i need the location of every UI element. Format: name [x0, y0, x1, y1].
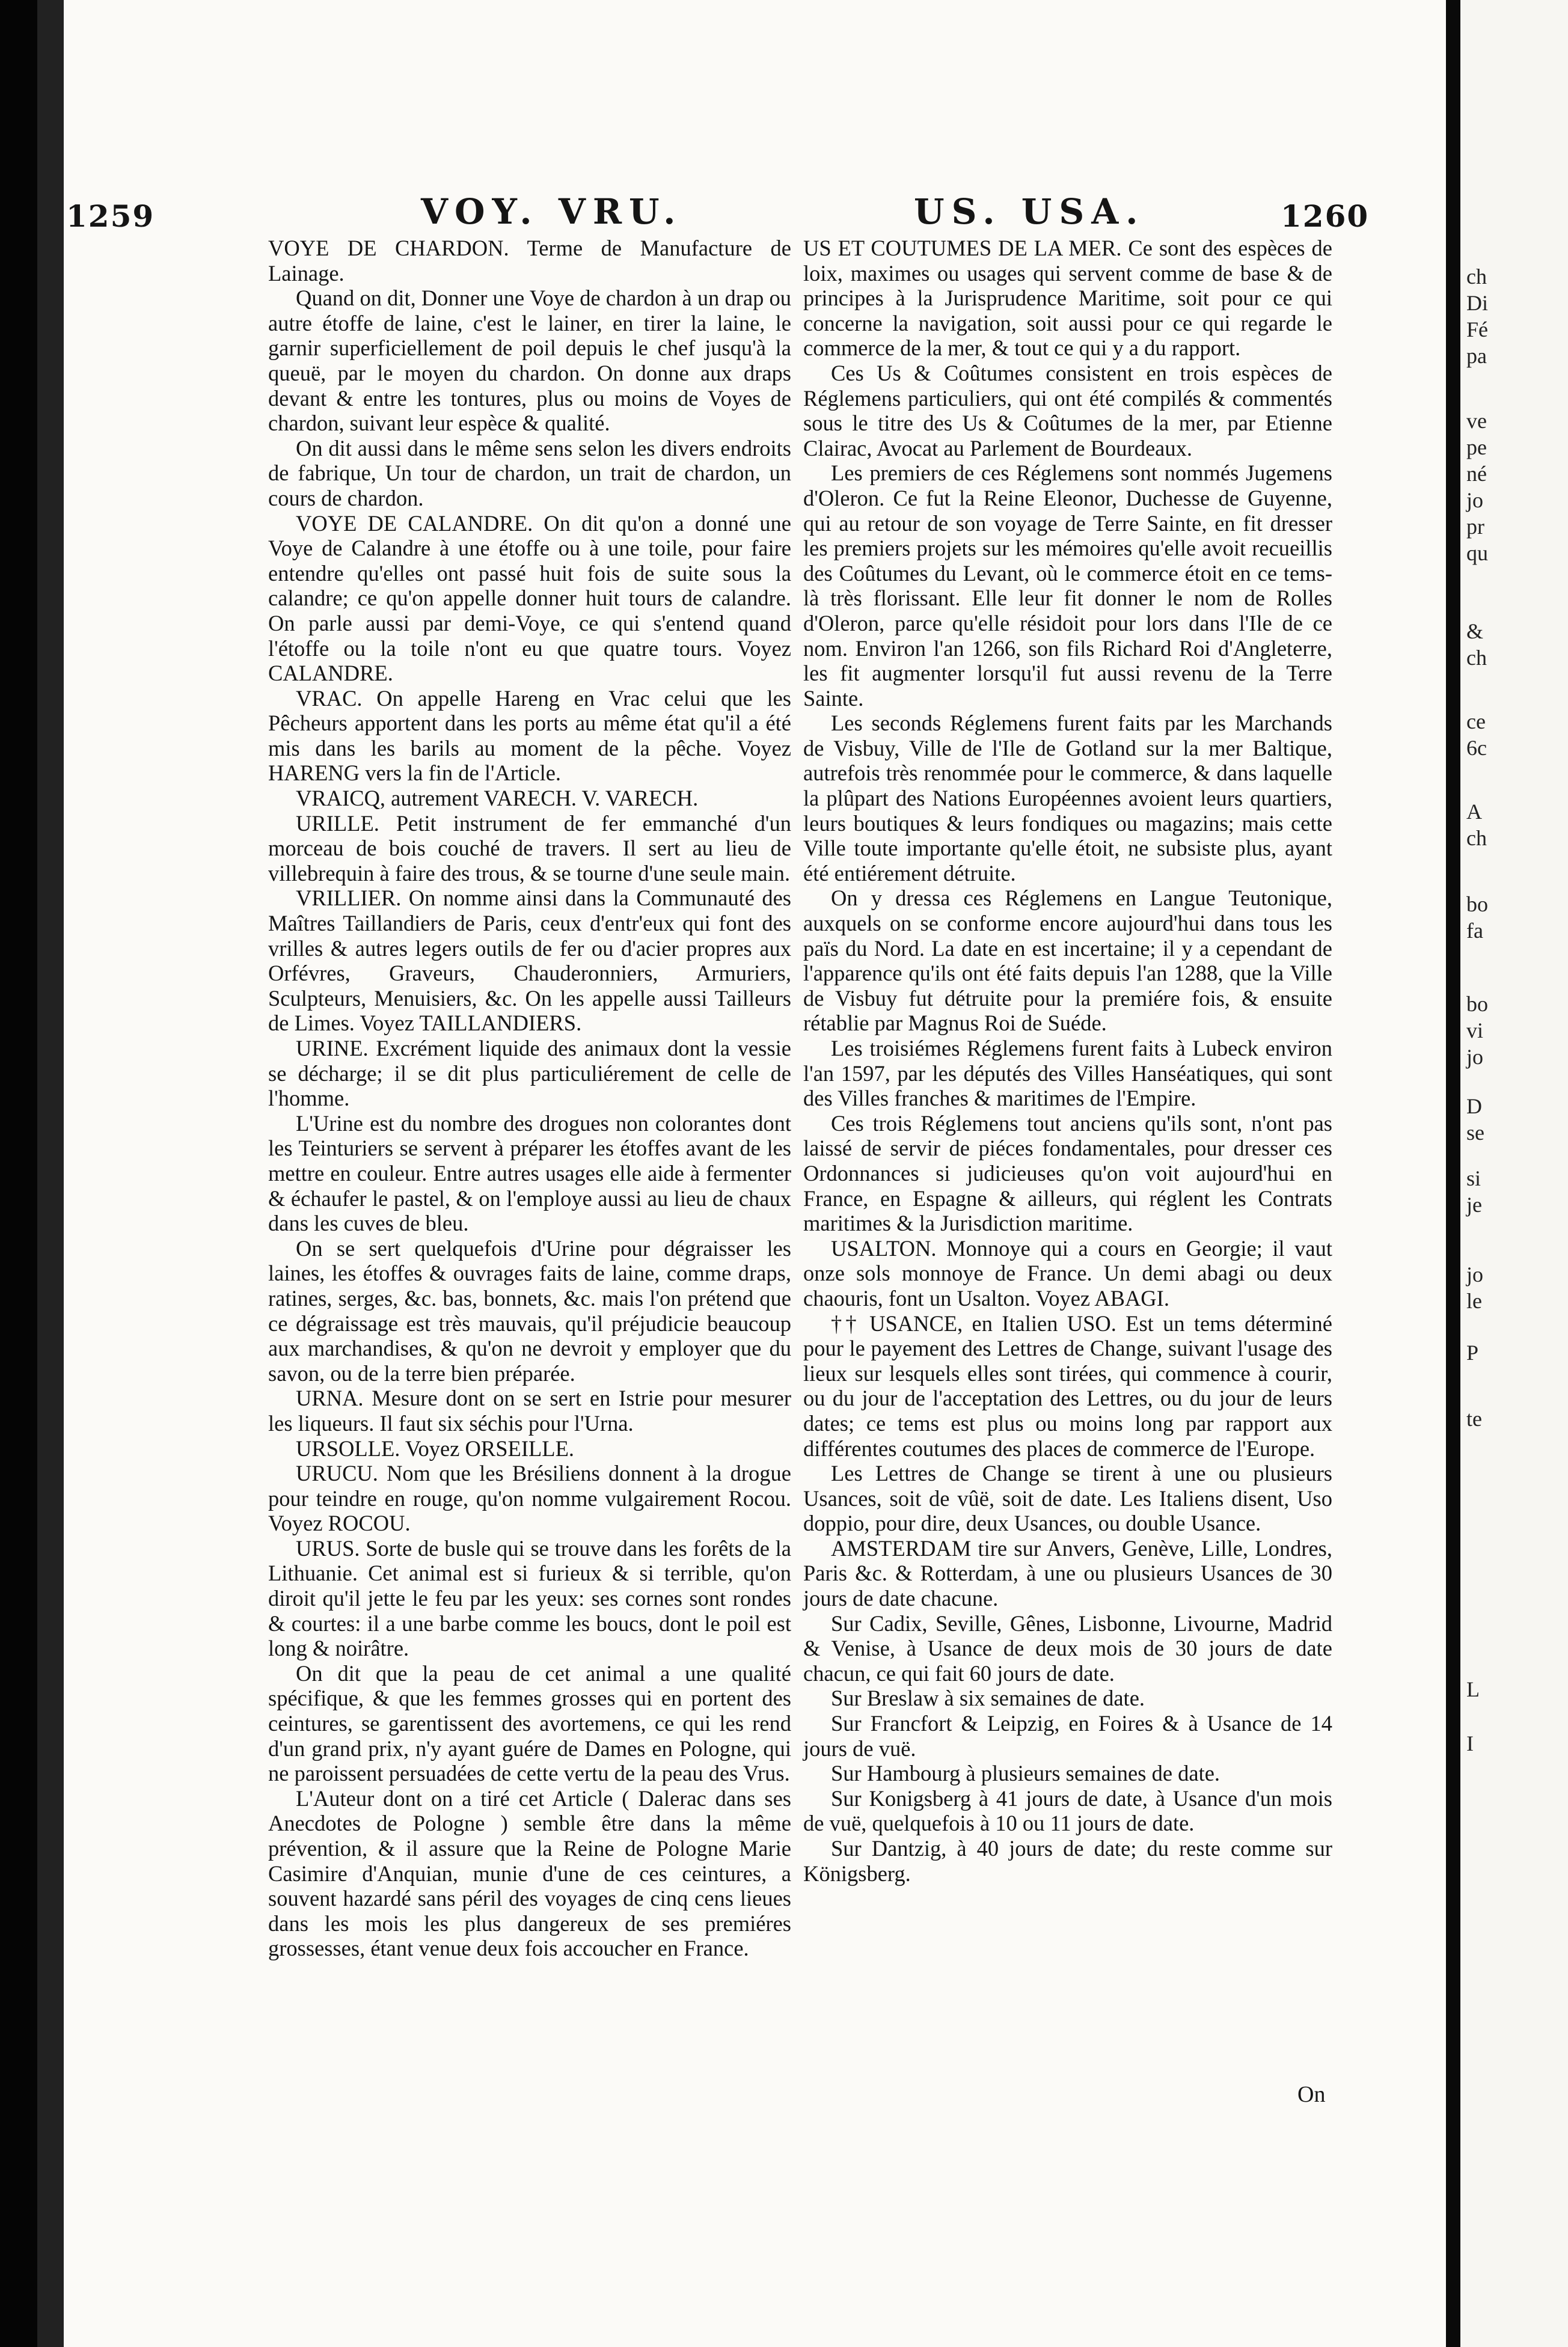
paragraph: Les troisiémes Réglemens furent faits à Lubeck environ l'an 1597, par les députés des Villes Hanséatiques, qui sont des Villes franches & maritimes de l'Empire. — [803, 1036, 1332, 1111]
paragraph: Quand on dit, Donner une Voye de chardon à un drap ou autre étoffe de laine, c'est le lainer, en tirer la laine, le garnir superficiellement de poil depuis le chef jusqu'à la queuë, par le moyen du chardon. On donne aux draps devant & entre les tontures, plus ou moins de Voyes de chardon, suivant leur espèce & qualité. — [268, 286, 791, 436]
paragraph: Les Lettres de Change se tirent à une ou plusieurs Usances, soit de vûë, soit de date. Les Italiens disent, Uso doppio, pour dire, deux Usances, ou double Usance. — [803, 1461, 1332, 1536]
left-text-column — [268, 236, 791, 1961]
fragment-line: pa — [1466, 344, 1487, 368]
fragment-line: P — [1466, 1341, 1479, 1365]
entry-ursolle: URSOLLE. Voyez ORSEILLE. — [296, 1436, 574, 1461]
fragment-line: se — [1466, 1121, 1484, 1145]
paragraph: Sur Konigsberg à 41 jours de date, à Usance d'un mois de vuë, quelquefois à 10 ou 11 jours de date. — [803, 1785, 1332, 1836]
entry-urus: URUS. Sorte de busle qui se trouve dans les forêts de la Lithuanie. Cet animal est si furieux & si terrible, qu'on diroit qu'il jette le feu par les yeux: ses cornes sont rondes & courtes: il a une barbe comme les boucs, dont le poil est long & noirâtre. — [268, 1535, 791, 1661]
scan-border-shadow — [37, 0, 64, 2347]
paragraph: On dit que la peau de cet animal a une qualité spécifique, & que les femmes grosses qui en portent des ceintures, se garentissent des avortemens, ce qui les rend d'un grand prix, n'y ayant guére de Dames en Pologne, qui ne paroissent persuadées de cette vertu de la peau des Vrus. — [268, 1660, 791, 1786]
fragment-line: & — [1466, 619, 1484, 643]
right-running-head: US. USA. — [914, 191, 1145, 232]
left-page-number: 1259 — [66, 198, 155, 234]
fragment-line: jo — [1466, 1262, 1484, 1287]
entry-us-et-coutumes: US ET COUTUMES DE LA MER. Ce sont des espèces de loix, maximes ou usages qui servent comme de base & de principes à la Jurisprudence Maritime, soit pour ce qui concerne la navigation, soit aussi pour ce qui regarde le commerce de la mer, & tout ce qui y a du rapport. — [803, 236, 1332, 361]
fragment-line: vi — [1466, 1018, 1484, 1042]
entry-urucu: URUCU. Nom que les Brésiliens donnent à la drogue pour teindre en rouge, qu'on nomme vulgairement Rocou. Voyez ROCOU. — [268, 1461, 791, 1536]
paragraph: Sur Dantzig, à 40 jours de date; du reste comme sur Königsberg. — [803, 1836, 1332, 1886]
entry-urine: URINE. Excrément liquide des animaux dont la vessie se décharge; il se dit plus particuliérement de celle de l'homme. — [268, 1036, 791, 1111]
next-page-fragment — [1460, 0, 1568, 2347]
fragment-line: ve — [1466, 409, 1487, 433]
fragment-line: ch — [1466, 646, 1487, 670]
entry-voye-de-calandre: VOYE DE CALANDRE. On dit qu'on a donné une Voye de Calandre à une étoffe ou à une toile, pour faire entendre qu'elles ont passé huit fois de suite sous la calandre; ce qu'on appelle donner huit tours de calandre. On parle aussi par demi-Voye, ce qui s'entend quand l'étoffe ou la toile n'ont eu que quatre tours. Voyez CALANDRE. — [268, 510, 791, 686]
paragraph: Ces Us & Coûtumes consistent en trois espèces de Réglemens particuliers, qui ont été compilés & commentés sous le titre des Us & Coûtumes de la mer, par Etienne Clairac, Avocat au Parlement de Bourdeaux. — [803, 360, 1332, 461]
paragraph: On y dressa ces Réglemens en Langue Teutonique, auxquels on se conforme encore aujourd'hui dans tous les païs du Nord. La date en est incertaine; il y a cependant de l'apparence qu'ils ont été faits depuis l'an 1288, que la Ville de Visbuy fut détruite pour la premiére fois, & ensuite rétablie par Magnus Roi de Suéde. — [803, 886, 1332, 1036]
paragraph: Sur Breslaw à six semaines de date. — [831, 1686, 1145, 1711]
paragraph: AMSTERDAM tire sur Anvers, Genève, Lille, Londres, Paris &c. & Rotterdam, à une ou plusieurs Usances de 30 jours de date chacune. — [803, 1535, 1332, 1611]
left-running-head: VOY. VRU. — [421, 191, 683, 232]
fragment-line: né — [1466, 462, 1487, 486]
fragment-line: jo — [1466, 1045, 1484, 1069]
paragraph: Sur Francfort & Leipzig, en Foires & à Usance de 14 jours de vuë. — [803, 1711, 1332, 1761]
fragment-line: fa — [1466, 919, 1483, 943]
paragraph: Sur Cadix, Seville, Gênes, Lisbonne, Livourne, Madrid & Venise, à Usance de deux mois de 30 jours de date chacun, ce qui fait 60 jours de date. — [803, 1611, 1332, 1686]
fragment-line: te — [1466, 1407, 1482, 1431]
paragraph: Sur Hambourg à plusieurs semaines de date. — [831, 1761, 1220, 1786]
entry-voye-de-chardon: VOYE DE CHARDON. Terme de Manufacture de Lainage. — [268, 236, 791, 286]
fragment-line: bo — [1466, 892, 1488, 916]
fragment-line: si — [1466, 1166, 1481, 1190]
fragment-line: ce — [1466, 709, 1486, 733]
fragment-line: Fé — [1466, 317, 1488, 341]
right-text-column — [803, 236, 1332, 1886]
fragment-line: pr — [1466, 515, 1484, 539]
paragraph: On dit aussi dans le même sens selon les divers endroits de fabrique, Un tour de chardon, un trait de chardon, un cours de chardon. — [268, 435, 791, 510]
page-gutter — [1446, 0, 1460, 2347]
paragraph: Les premiers de ces Réglemens sont nommés Jugemens d'Oleron. Ce fut la Reine Eleonor, Duchesse de Guyenne, qui au retour de son voyage de Terre Sainte, en fit dresser les premiers projets sur les mémoires qu'elle avoit recueillis des Coûtumes du Levant, où le commerce étoit en ce tems-là très florissant. Elle leur fit donner le nom de Rolles d'Oleron, parce qu'elle résidoit pour lors dans l'Ile de ce nom. Environ l'an 1266, son fils Richard Roi d'Angleterre, les fit augmenter lorsqu'il fut aussi revenu de la Terre Sainte. — [803, 461, 1332, 711]
entry-vraicq: VRAICQ, autrement VARECH. V. VARECH. — [296, 786, 699, 811]
paragraph: On se sert quelquefois d'Urine pour dégraisser les laines, les étoffes & ouvrages faits de laine, comme draps, ratines, serges, &c. bas, bonnets, &c. mais l'on prétend que ce dégraissage est très mauvais, qu'il préjudicie beaucoup aux marchandises, & qu'on ne devroit y employer que du savon, ou de la terre bien préparée. — [268, 1235, 791, 1386]
fragment-line: ch — [1466, 826, 1487, 850]
fragment-line: je — [1466, 1193, 1482, 1217]
fragment-line: ch — [1466, 265, 1487, 289]
fragment-line: 6c — [1466, 736, 1487, 760]
fragment-line: jo — [1466, 488, 1484, 512]
paragraph: L'Urine est du nombre des drogues non colorantes dont les Teinturiers se servent à préparer les étoffes avant de les mettre en couleur. Entre autres usages elle aide à fermenter & échaufer le pastel, & on l'employe aussi au lieu de chaux dans les cuves de bleu. — [268, 1110, 791, 1236]
fragment-line: bo — [1466, 992, 1488, 1016]
fragment-line: Di — [1466, 291, 1488, 315]
fragment-line: pe — [1466, 435, 1487, 459]
paragraph: Ces trois Réglemens tout anciens qu'ils sont, n'ont pas laissé de servir de piéces fondamentales, pour dresser ces Ordonnances si judicieuses qu'on voit aujourd'hui en France, en Espagne & ailleurs, qui réglent les Contrats maritimes & la Jurisdiction maritime. — [803, 1110, 1332, 1236]
entry-urna: URNA. Mesure dont on se sert en Istrie pour mesurer les liqueurs. Il faut six séchis pour l'Urna. — [268, 1386, 791, 1436]
entry-usalton: USALTON. Monnoye qui a cours en Georgie; il vaut onze sols monnoye de France. Un demi abagi ou deux chaouris, font un Usalton. Voyez ABAGI. — [803, 1235, 1332, 1311]
scan-border-left — [0, 0, 37, 2347]
fragment-line: I — [1466, 1731, 1474, 1755]
entry-vrillier: VRILLIER. On nomme ainsi dans la Communauté des Maîtres Taillandiers de Paris, ceux d'entr'eux qui font des vrilles & autres legers outils de fer ou d'acier propres aux Orfévres, Graveurs, Chauderonniers, Armuriers, Sculpteurs, Menuisiers, &c. On les appelle aussi Tailleurs de Limes. Voyez TAILLANDIERS. — [268, 886, 791, 1036]
catchword: On — [1297, 2082, 1326, 2107]
paragraph: L'Auteur dont on a tiré cet Article ( Dalerac dans ses Anecdotes de Pologne ) semble être dans la même prévention, & il assure que la Reine de Pologne Marie Casimire d'Anquian, munie d'une de ces ceintures, a souvent hazardé sans péril des voyages de cinq cens lieues dans les mois les plus dangereux de ses premiéres grossesses, étant venue deux fois accoucher en France. — [268, 1785, 791, 1961]
fragment-line: A — [1466, 800, 1482, 824]
entry-urille: URILLE. Petit instrument de fer emmanché d'un morceau de bois couché de travers. Il sert au lieu de villebrequin à faire des trous, & se tourne d'une seule main. — [268, 810, 791, 886]
fragment-line: L — [1466, 1677, 1480, 1701]
fragment-line: D — [1466, 1094, 1482, 1118]
fragment-line: qu — [1466, 541, 1488, 565]
paragraph: Les seconds Réglemens furent faits par les Marchands de Visbuy, Ville de l'Ile de Gotland sur la mer Baltique, autrefois très renommée pour le commerce, & dans laquelle la plûpart des Nations Européennes avoient leurs quartiers, leurs boutiques & leurs fondiques ou magazins; mais cette Ville toute importante qu'elle étoit, ne subsiste plus, ayant été entiérement détruite. — [803, 711, 1332, 886]
entry-usance: †† USANCE, en Italien USO. Est un tems déterminé pour le payement des Lettres de Change, suivant l'usage des lieux sur lesquels elles sont tirées, qui commence à courir, ou du jour de l'acceptation des Lettres, ou du jour de leurs dates; ce tems est plus ou moins long par rapport aux différentes coutumes des places de commerce de l'Europe. — [803, 1311, 1332, 1461]
entry-vrac: VRAC. On appelle Hareng en Vrac celui que les Pêcheurs apportent dans les ports au même état qu'il a été mis dans les barils au moment de la pêche. Voyez HARENG vers la fin de l'Article. — [268, 685, 791, 786]
right-page-number: 1260 — [1281, 198, 1370, 234]
fragment-line: le — [1466, 1289, 1482, 1313]
